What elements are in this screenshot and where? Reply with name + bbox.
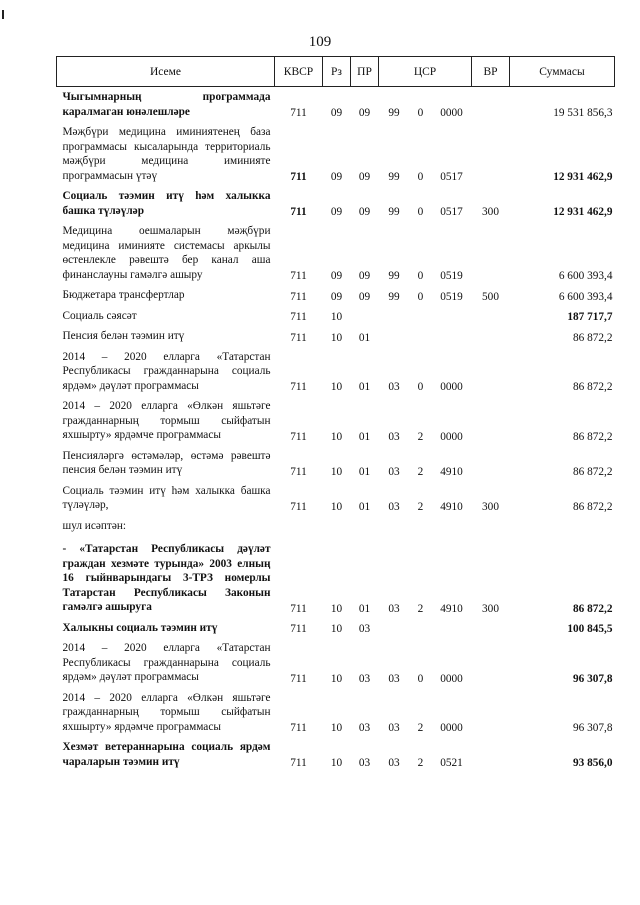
row-sum: 187 717,7 (567, 311, 613, 323)
row-rz: 10 (330, 311, 343, 323)
row-csr-subprogram (410, 326, 432, 347)
row-kvsr: 711 (290, 722, 307, 734)
row-pr: 01 (358, 381, 371, 393)
row-sum: 86 872,2 (572, 331, 613, 344)
row-csr-direction: 0000 (440, 381, 463, 393)
row-vr (472, 396, 510, 446)
row-vr (472, 516, 510, 540)
row-name: Медицина оешмаларын мәҗбүри медицина иминияте системасы аркылы өстенлекле рәвештә бер канал аша финанслауны гамәлгә ашыру (62, 225, 271, 281)
row-kvsr: 711 (290, 381, 307, 393)
header-pr: ПР (351, 57, 379, 87)
row-csr-direction (432, 306, 472, 327)
row-sum: 86 872,2 (572, 430, 613, 443)
row-vr: 500 (482, 290, 499, 303)
row-rz: 10 (330, 465, 343, 478)
row-rz: 10 (330, 602, 343, 615)
table-row (57, 688, 615, 738)
row-csr-program: 03 (388, 757, 400, 769)
row-pr: 01 (358, 500, 371, 513)
table-row (57, 396, 615, 446)
row-sum: 6 600 393,4 (558, 290, 613, 303)
row-kvsr: 711 (290, 430, 307, 443)
row-name: Мәҗбүри медицина иминиятенең база программасы кысаларында территориаль мәҗбүри медицина иминияте программасын үтәү (62, 126, 271, 182)
row-sum: 6 600 393,4 (558, 270, 613, 282)
table-header-row (57, 57, 615, 87)
table-row (57, 638, 615, 688)
row-vr (472, 737, 510, 772)
row-pr: 09 (358, 206, 371, 218)
table-row (57, 516, 615, 540)
row-pr: 09 (358, 270, 371, 282)
table-row (57, 285, 615, 306)
row-csr-direction: 0000 (440, 672, 463, 685)
row-name: - «Татарстан Республикасы дәүләт граждан хезмәте турында» 2003 елның 16 гыйнварындагы 3-ТРЗ номерлы Татарстан Республикасы Законын гамәлгә ашыруга (62, 543, 271, 613)
row-name: Чыгымнарның программада каралмаган юнәлешләре (62, 91, 271, 118)
row-pr: 09 (358, 171, 371, 183)
row-sum: 86 872,2 (572, 381, 613, 393)
row-csr-program: 03 (388, 500, 400, 513)
row-name: Социаль тәэмин итү һәм халыкка башка түләүләр (62, 190, 271, 217)
row-pr (351, 306, 379, 327)
row-csr-subprogram: 2 (417, 430, 424, 443)
row-sum: 12 931 462,9 (553, 171, 613, 183)
row-vr (472, 306, 510, 327)
row-pr: 01 (358, 602, 371, 615)
row-vr (472, 688, 510, 738)
row-name: шул исәптән: (62, 519, 127, 532)
row-kvsr: 711 (290, 107, 307, 119)
row-csr-program: 99 (388, 171, 400, 183)
row-sum: 96 307,8 (572, 722, 613, 734)
row-csr-subprogram: 2 (417, 500, 424, 513)
row-csr-subprogram: 0 (417, 672, 424, 685)
row-pr (351, 516, 379, 540)
row-sum: 86 872,2 (572, 465, 613, 478)
table-row (57, 446, 615, 481)
row-csr-direction: 0521 (440, 757, 463, 769)
row-csr-direction: 0000 (440, 107, 463, 119)
row-kvsr: 711 (290, 171, 307, 183)
table-row (57, 87, 615, 123)
row-rz: 10 (330, 672, 343, 685)
row-kvsr: 711 (290, 672, 307, 685)
row-csr-program: 99 (388, 206, 400, 218)
row-rz: 09 (330, 171, 343, 183)
row-vr (472, 446, 510, 481)
row-csr-subprogram (410, 618, 432, 639)
row-kvsr: 711 (290, 311, 307, 323)
row-vr (472, 122, 510, 186)
row-sum: 12 931 462,9 (553, 206, 613, 218)
row-name: Пенсия белән тәэмин итү (62, 330, 185, 342)
row-csr-program: 03 (388, 602, 400, 615)
row-sum: 100 845,5 (567, 623, 613, 635)
row-csr-program: 03 (388, 722, 400, 734)
table-row (57, 186, 615, 221)
row-kvsr: 711 (290, 270, 307, 282)
row-csr-direction: 0000 (440, 722, 463, 734)
row-csr-subprogram: 2 (417, 757, 424, 769)
header-vr: ВР (472, 57, 510, 87)
page-number: 109 (308, 34, 332, 50)
row-csr-program: 03 (388, 381, 400, 393)
row-rz (323, 516, 351, 540)
row-name: Социаль тәэмин итү һәм халыкка башка түләүләр, (62, 484, 271, 511)
row-vr: 300 (482, 602, 499, 615)
table-row (57, 122, 615, 186)
row-rz: 10 (330, 722, 343, 734)
row-csr-subprogram: 2 (417, 722, 424, 734)
row-csr-direction (432, 516, 472, 540)
row-csr-program: 99 (388, 107, 400, 119)
row-rz: 09 (330, 206, 343, 218)
row-csr-program (379, 326, 410, 347)
table-row (57, 347, 615, 397)
row-csr-direction (432, 618, 472, 639)
row-csr-program: 99 (388, 290, 400, 303)
row-pr: 09 (358, 107, 371, 119)
row-kvsr: 711 (290, 757, 307, 769)
row-csr-direction: 4910 (440, 465, 463, 478)
row-csr-direction: 4910 (440, 500, 463, 513)
row-vr (472, 87, 510, 123)
row-csr-direction (432, 326, 472, 347)
scan-edge-mark (2, 10, 4, 19)
row-kvsr: 711 (290, 206, 307, 218)
row-csr-subprogram: 0 (417, 171, 424, 183)
row-csr-subprogram: 0 (417, 381, 424, 393)
row-pr: 03 (358, 672, 371, 685)
row-csr-subprogram: 0 (417, 107, 424, 119)
row-csr-subprogram (410, 516, 432, 540)
row-kvsr: 711 (290, 465, 307, 478)
row-name: 2014 – 2020 елларга «Татарстан Республикасы гражданнарына социаль ярдәм» дәүләт программасы (62, 350, 271, 392)
row-pr: 03 (358, 757, 371, 769)
row-csr-program (379, 618, 410, 639)
row-csr-subprogram: 0 (417, 270, 424, 282)
row-rz: 10 (330, 500, 343, 513)
row-csr-direction: 0519 (440, 290, 463, 303)
table-row (57, 481, 615, 516)
row-rz: 09 (330, 270, 343, 282)
header-sum: Суммасы (510, 57, 615, 87)
row-pr: 01 (358, 430, 371, 443)
row-rz: 10 (330, 430, 343, 443)
row-vr (472, 221, 510, 285)
row-name: 2014 – 2020 елларга «Өлкән яшьтәге гражданнарның тормыш сыйфатын яхшырту» ярдәмче программасы (62, 400, 271, 441)
row-kvsr: 711 (290, 500, 307, 513)
row-sum: 19 531 856,3 (553, 107, 613, 119)
row-kvsr: 711 (290, 290, 307, 303)
row-sum: 86 872,2 (572, 602, 613, 615)
table-row (57, 306, 615, 327)
row-csr-subprogram: 2 (417, 465, 424, 478)
row-sum (510, 516, 615, 540)
row-pr: 01 (358, 331, 371, 344)
row-kvsr: 711 (290, 602, 307, 615)
table-row (57, 737, 615, 772)
row-pr: 03 (358, 623, 371, 635)
row-rz: 10 (330, 381, 343, 393)
row-sum: 96 307,8 (572, 672, 613, 685)
row-csr-direction: 0000 (440, 430, 463, 443)
row-sum: 86 872,2 (572, 500, 613, 513)
table-row (57, 539, 615, 618)
row-csr-direction: 0519 (440, 270, 463, 282)
table-body (57, 87, 615, 773)
row-rz: 10 (330, 623, 343, 635)
row-csr-direction: 0517 (440, 171, 463, 183)
row-csr-program (379, 306, 410, 327)
row-csr-subprogram: 0 (417, 290, 424, 303)
header-name: Исеме (57, 57, 275, 87)
row-csr-direction: 0517 (440, 206, 463, 218)
row-csr-program (379, 516, 410, 540)
row-name: 2014 – 2020 елларга «Өлкән яшьтәге гражданнарның тормыш сыйфатын яхшырту» ярдәмче программасы (62, 691, 271, 733)
row-pr: 03 (358, 722, 371, 734)
row-rz: 10 (330, 757, 343, 769)
row-pr: 09 (358, 290, 371, 303)
row-csr-subprogram (410, 306, 432, 327)
row-csr-subprogram: 2 (417, 602, 424, 615)
header-rz: Рз (323, 57, 351, 87)
row-name: Пенсияләргә өстәмәләр, өстәмә рәвештә пенсия белән тәэмин итү (62, 449, 271, 476)
row-pr: 01 (358, 465, 371, 478)
table-row (57, 221, 615, 285)
row-vr: 300 (482, 206, 499, 218)
row-rz: 09 (330, 107, 343, 119)
budget-table (56, 56, 615, 772)
row-vr (472, 638, 510, 688)
row-kvsr: 711 (290, 623, 307, 635)
row-vr (472, 326, 510, 347)
row-csr-direction: 4910 (440, 602, 463, 615)
table-row (57, 618, 615, 639)
row-kvsr (275, 516, 323, 540)
row-kvsr: 711 (290, 331, 307, 344)
row-rz: 09 (330, 290, 343, 303)
row-name: Социаль сәясәт (62, 309, 137, 322)
row-rz: 10 (330, 331, 343, 344)
row-csr-program: 03 (388, 465, 400, 478)
row-csr-program: 03 (388, 672, 400, 685)
row-csr-program: 03 (388, 430, 400, 443)
row-csr-program: 99 (388, 270, 400, 282)
row-vr: 300 (482, 500, 499, 513)
row-name: Бюджетара трансфертлар (62, 289, 185, 301)
header-csr: ЦСР (379, 57, 472, 87)
row-vr (472, 347, 510, 397)
row-name: 2014 – 2020 елларга «Татарстан Республикасы гражданнарына социаль ярдәм» дәүләт программасы (62, 642, 271, 683)
row-sum: 93 856,0 (572, 757, 613, 769)
row-csr-subprogram: 0 (417, 206, 424, 218)
row-vr (472, 618, 510, 639)
header-kvsr: КВСР (275, 57, 323, 87)
table-row (57, 326, 615, 347)
row-name: Халыкны социаль тәэмин итү (62, 621, 218, 634)
row-name: Хезмәт ветераннарына социаль ярдәм чараларын тәэмин итү (62, 741, 271, 768)
